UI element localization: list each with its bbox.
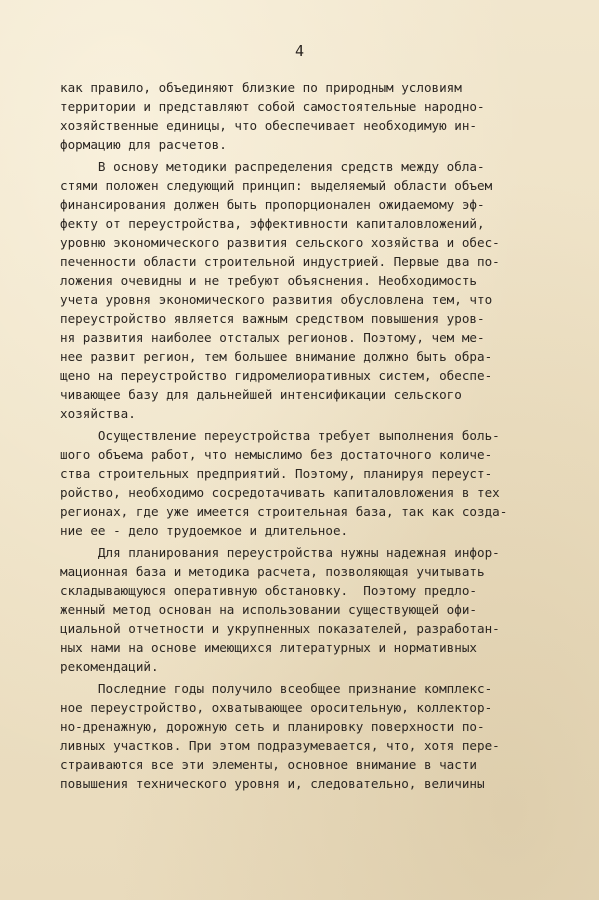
text-line: рекомендаций.	[60, 659, 159, 674]
text-line: ных нами на основе имеющихся литературных и нормативных	[60, 640, 478, 655]
text-line: Последние годы получило всеобщее признание комплекс-	[60, 681, 493, 696]
text-line: учета уровня экономического развития обусловлена тем, что	[60, 292, 493, 307]
text-line: ние ее - дело трудоемкое и длительное.	[60, 523, 349, 538]
text-line: ложения очевидны и не требуют объяснения. Необходимость	[60, 273, 478, 288]
text-line: повышения технического уровня и, следовательно, величины	[60, 776, 485, 791]
text-line: складывающуюся оперативную обстановку. Поэтому предло-	[60, 583, 478, 598]
text-line: финансирования должен быть пропорционален ожидаемому эф-	[60, 197, 485, 212]
text-line: регионах, где уже имеется строительная база, так как созда-	[60, 504, 508, 519]
paragraph	[60, 679, 560, 793]
text-line: В основу методики распределения средств между обла-	[60, 159, 485, 174]
text-line: ройство, необходимо сосредотачивать капиталовложения в тех	[60, 485, 500, 500]
text-line: щено на переустройство гидромелиоративных систем, обеспе-	[60, 368, 493, 383]
text-line: ства строительных предприятий. Поэтому, планируя переуст-	[60, 466, 493, 481]
paragraph	[60, 78, 560, 154]
text-line: женный метод основан на использовании существующей офи-	[60, 602, 478, 617]
page-number: 4	[294, 42, 305, 60]
text-line: печенности области строительной индустрией. Первые два по-	[60, 254, 500, 269]
text-line: Осуществление переустройства требует выполнения боль-	[60, 428, 500, 443]
text-line: Для планирования переустройства нужны надежная инфор-	[60, 545, 500, 560]
text-line: фекту от переустройства, эффективности капиталовложений,	[60, 216, 485, 231]
text-line: мационная база и методика расчета, позволяющая учитывать	[60, 564, 485, 579]
text-line: страиваются все эти элементы, основное внимание в части	[60, 757, 478, 772]
text-line: чивающее базу для дальнейшей интенсификации сельского	[60, 387, 462, 402]
text-line: но-дренажную, дорожную сеть и планировку поверхности по-	[60, 719, 485, 734]
text-line: ня развития наиболее отсталых регионов. Поэтому, чем ме-	[60, 330, 485, 345]
paragraph	[60, 543, 560, 676]
text-line: хозяйственные единицы, что обеспечивает необходимую ин-	[60, 118, 478, 133]
text-line: шого объема работ, что немыслимо без достаточного количе-	[60, 447, 493, 462]
text-line: циальной отчетности и укрупненных показателей, разработан-	[60, 621, 500, 636]
text-line: формацию для расчетов.	[60, 137, 227, 152]
text-line: ливных участков. При этом подразумевается, что, хотя пере-	[60, 738, 500, 753]
text-line: нее развит регион, тем большее внимание должно быть обра-	[60, 349, 493, 364]
text-line: ное переустройство, охватывающее оросительную, коллектор-	[60, 700, 493, 715]
body-text	[60, 78, 560, 793]
text-line: стями положен следующий принцип: выделяемый области объем	[60, 178, 493, 193]
text-line: хозяйства.	[60, 406, 136, 421]
text-line: территории и представляют собой самостоятельные народно-	[60, 99, 485, 114]
paragraph	[60, 157, 560, 423]
text-line: как правило, объединяют близкие по природным условиям	[60, 80, 462, 95]
paragraph	[60, 426, 560, 540]
text-line: переустройство является важным средством повышения уров-	[60, 311, 485, 326]
text-line: уровню экономического развития сельского хозяйства и обес-	[60, 235, 500, 250]
